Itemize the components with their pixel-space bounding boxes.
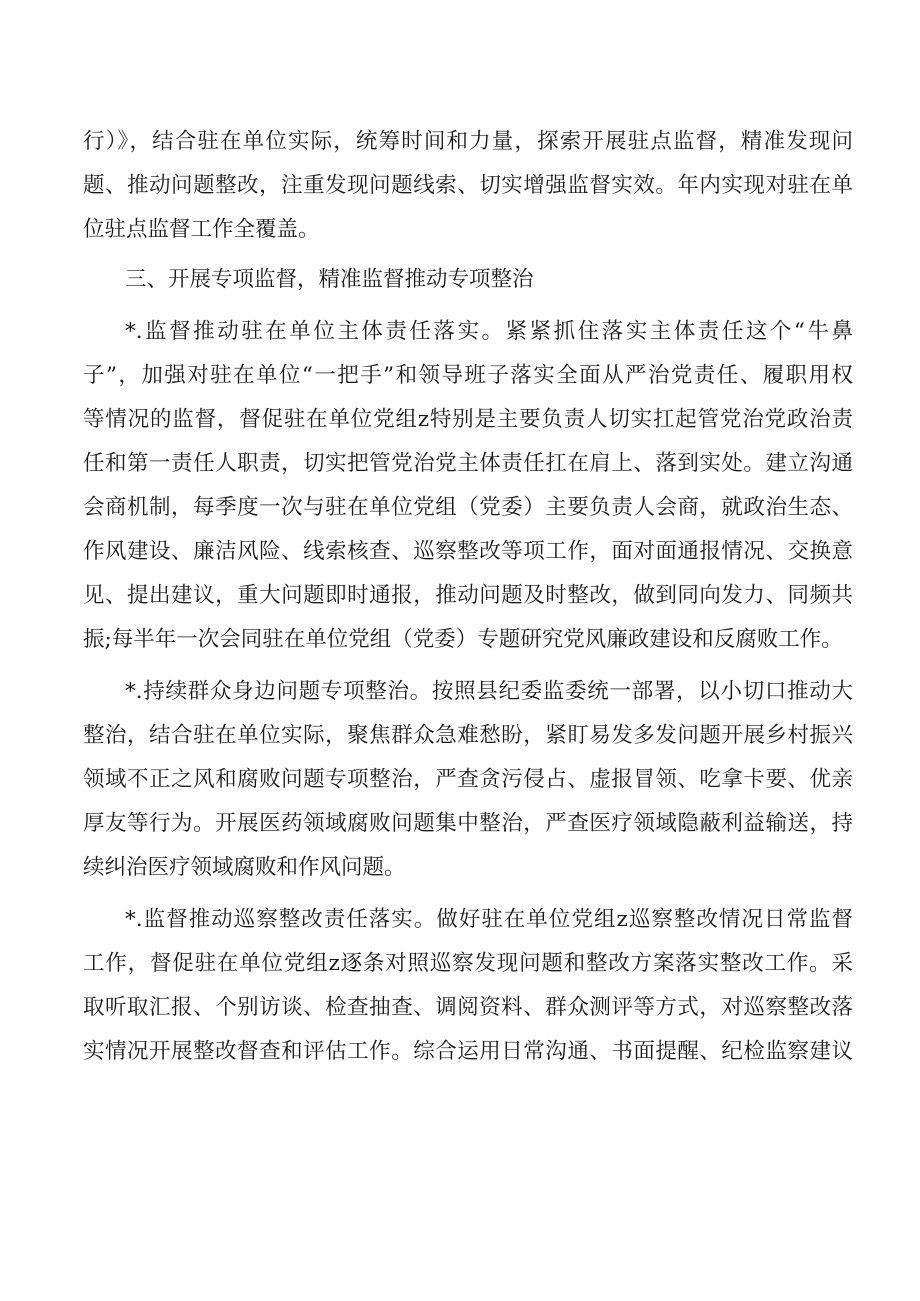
text-line-10: 作风建设、廉洁风险、线索核查、巡察整改等项工作，面对面通报情况、交换意 xyxy=(83,539,853,564)
text-line-20: 取听取汇报、个别访谈、检查抽查、调阅资料、群众测评等方式，对巡察整改落 xyxy=(83,995,853,1020)
text-line-2: 题、推动问题整改，注重发现问题线索、切实增强监督实效。年内实现对驻在单 xyxy=(83,173,853,198)
text-line-3: 位驻点监督工作全覆盖。 xyxy=(83,217,320,242)
text-line-21: 实情况开展整改督查和评估工作。综合运用日常沟通、书面提醒、纪检监察建议 xyxy=(83,1039,853,1064)
text-line-11: 见、提出建议，重大问题即时通报，推动问题及时整改，做到同向发力、同频共 xyxy=(83,583,853,608)
text-line-9: 会商机制，每季度一次与驻在单位党组（党委）主要负责人会商，就政治生态、 xyxy=(83,495,853,520)
text-line-7: 等情况的监督，督促驻在单位党组z特别是主要负责人切实扛起管党治党政治责 xyxy=(83,407,853,432)
text-line-19: 工作，督促驻在单位党组z逐条对照巡察发现问题和整改方案落实整改工作。采 xyxy=(83,951,853,976)
text-line-17: 续纠治医疗领域腐败和作风问题。 xyxy=(83,855,406,880)
text-line-5: *.监督推动驻在单位主体责任落实。紧紧抓住落实主体责任这个“牛鼻 xyxy=(125,319,853,344)
text-line-13: *.持续群众身边问题专项整治。按照县纪委监委统一部署，以小切口推动大 xyxy=(125,679,853,704)
text-line-18: *.监督推动巡察整改责任落实。做好驻在单位党组z巡察整改情况日常监督 xyxy=(125,907,853,932)
text-line-1: 行）》，结合驻在单位实际，统筹时间和力量，探索开展驻点监督，精准发现问 xyxy=(83,129,853,154)
text-line-16: 厚友等行为。开展医药领域腐败问题集中整治，严查医疗领域隐蔽利益输送，持 xyxy=(83,811,853,836)
text-line-14: 整治，结合驻在单位实际，聚焦群众急难愁盼，紧盯易发多发问题开展乡村振兴 xyxy=(83,723,853,748)
text-line-15: 领域不正之风和腐败问题专项整治，严查贪污侵占、虚报冒领、吃拿卡要、优亲 xyxy=(83,767,853,792)
section-heading: 三、开展专项监督，精准监督推动专项整治 xyxy=(125,267,534,292)
text-line-6: 子”，加强对驻在单位“一把手”和领导班子落实全面从严治党责任、履职用权 xyxy=(83,363,853,388)
text-line-12: 振;每半年一次会同驻在单位党组（党委）专题研究党风廉政建设和反腐败工作。 xyxy=(83,627,843,652)
text-line-8: 任和第一责任人职责，切实把管党治党主体责任扛在肩上、落到实处。建立沟通 xyxy=(83,451,853,476)
